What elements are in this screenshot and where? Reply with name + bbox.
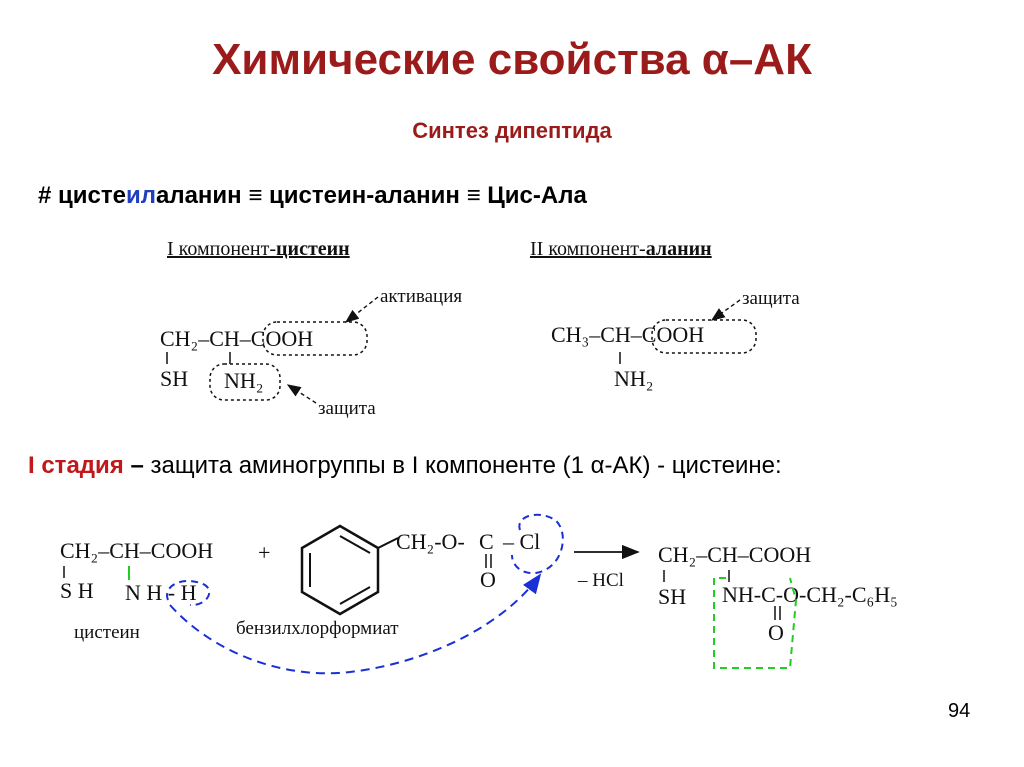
product-sh: SH (658, 584, 687, 609)
reagent-chlorine: – Cl (503, 529, 541, 554)
reagent-oxygen: O (480, 567, 496, 592)
reagent-carbon: C (479, 529, 494, 554)
naming-suffix: аланин ≡ цистеин-аланин ≡ Цис-Ала (155, 182, 587, 209)
component2-label-name: аланин (645, 238, 712, 260)
stage-label: I стадия (28, 452, 124, 479)
reactant1-name: цистеин (74, 622, 140, 643)
stage-dash: – (123, 452, 151, 479)
component1-nh2: NH₂ (224, 368, 264, 393)
benzene-double-1 (340, 536, 370, 553)
naming-prefix: # цисте (38, 182, 126, 209)
product-formula: CH₂–CH–COOH (658, 542, 812, 567)
naming-highlight: ил (125, 182, 156, 209)
component1-protection-label: защита (318, 398, 376, 419)
reactant1-sh: S H (60, 578, 94, 603)
reagent-name: бензилхлорформиат (236, 618, 399, 639)
activation-arrow (346, 297, 378, 322)
reagent-chain: CH₂-O- (396, 529, 465, 554)
component1-formula: CH₂–CH–COOH (160, 326, 314, 351)
component1-activation-label: активация (380, 286, 463, 307)
byproduct-label: – HCl (578, 570, 624, 591)
protection-arrow-1 (288, 385, 316, 403)
subtitle: Синтез дипептида (412, 118, 612, 143)
protection-arrow-2 (712, 300, 740, 320)
component2-nh2: NH₂ (614, 366, 654, 391)
product-oxygen: O (768, 620, 784, 645)
component1-label-prefix: I компонент- (167, 238, 277, 260)
plus-sign: + (258, 540, 271, 565)
stage-text: защита аминогруппы в I компоненте (1 α-АК) - цистеине: (150, 452, 782, 479)
benzene-double-2 (340, 587, 370, 604)
hcl-elimination-arrow (170, 575, 540, 673)
benzene-ring (302, 526, 378, 614)
cooh-protection-box (652, 320, 756, 353)
page-title: Химические свойства α–АК (212, 35, 812, 84)
component1-label-name: цистеин (276, 238, 350, 260)
cooh-activation-box (263, 322, 367, 355)
cl-blue-loop (512, 515, 563, 573)
page-number: 94 (948, 700, 971, 722)
product-nh-chain: NH-C-O-CH₂-C₆H₅ (722, 582, 898, 607)
component2-formula: CH₃–CH–COOH (551, 322, 705, 347)
component2-label-prefix: II компонент- (530, 238, 646, 260)
h-blue-loop (167, 581, 209, 605)
green-protecting-box (714, 578, 796, 668)
nh2-protection-box (210, 364, 280, 400)
component1-sh: SH (160, 366, 189, 391)
component2-protection-label: защита (742, 288, 800, 309)
reactant1-formula: CH₂–CH–COOH (60, 538, 214, 563)
benzene-to-ch2 (378, 538, 398, 548)
reactant1-nh: N H - H (125, 580, 197, 605)
